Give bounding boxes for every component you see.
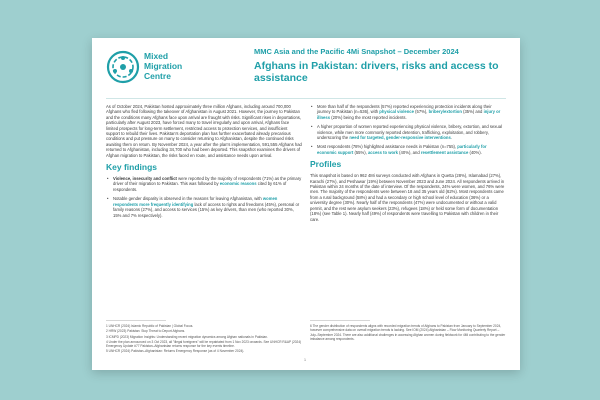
- kf2-bold: women respondents more frequently identifying: [113, 196, 278, 207]
- b1-bold-3: injury or illness: [317, 109, 501, 120]
- kf1-end: cited by 61% of respondents.: [113, 181, 287, 192]
- b1-text: More than half of the respondents (57%) reported experiencing protection incidents along their journey to Pakistan (n=536), with: [317, 104, 492, 115]
- footnote-6: 6 The gender distribution of respondents aligns with recorded migration trends of Afghans to Pakistan from January to September 2024, however comprehensive data on overall migration trends is lacking. See IOM (2024) Afghanistan – Flow Monitoring Quarterly Report – July–September 2024. There are also additional challenges in accessing Afghan women during fieldwork for 4Mi contributing to the gender imbalance among respondents.: [310, 324, 506, 341]
- footnote-rule-right: [310, 320, 370, 321]
- profiles-heading: Profiles: [310, 159, 342, 170]
- b1-bold-2: bribery/extortion: [428, 109, 462, 115]
- b1-bold: physical violence: [379, 109, 414, 115]
- key-finding-1: [106, 176, 302, 192]
- b2-text: A higher proportion of women reported experiencing physical violence, bribery, extortion, and sexual violence, while men more commonly reported detention, trafficking, exploitation, and robbery, underscoring the: [317, 124, 502, 141]
- footnotes-right: [310, 324, 506, 342]
- b2-end: .: [450, 135, 452, 141]
- key-finding-2: [106, 196, 302, 218]
- footnote-4: 4 Under the plan announced on 3 Oct 2023, all "illegal foreigners" will be repatriated from 1 Nov 2023 onwards. See UNHCR R&AP (2024) Emergency Update #77 Pakistan–Afghanistan returns response for the key events timeline.: [106, 339, 302, 349]
- logo-line-3: Centre: [144, 71, 171, 81]
- snapshot-label: MMC Asia and the Pacific 4Mi Snapshot – December 2024: [254, 47, 459, 56]
- profiles-paragraph: This snapshot is based on 962 4Mi surveys conducted with Afghans in Quetta (28%), Islamabad (27%), Karachi (27%), and Peshawar (19%) between November 2023 and June 2024. All respondents arrived in Pakistan within 24 months of the date of interview. Of the respondents, 24% were women, and 76% were men. The majority of the respondents were between 18 and 35 years old (62%). Most respondents came from a rural background (58%) and had a secondary or high school level of education (36%) or a university degree (30%). Nearly half of the respondents (47%) were undocumented or without a valid permit, and the rest were asylum seekers (23%), refugees (18%) or held some form of documentation (18%) (see Table 1). Nearly half (49%) of respondents were travelling to Pakistan with children in their care.: [310, 173, 505, 222]
- page-header: [92, 38, 520, 98]
- footnote-2: 2 HRW (2023) Pakistan: Stop Threat to Deport Afghans.: [106, 329, 186, 334]
- kf2-text: Notable gender disparity is observed in the reasons for leaving Afghanistan, with: [113, 196, 263, 202]
- b3-bold: particularly for economic support: [317, 144, 487, 155]
- document-page: [92, 38, 520, 370]
- footnote-rule-left: [106, 320, 166, 321]
- kf1-bold-2: economic reasons: [219, 181, 257, 187]
- b1-mid-2: (35%) and: [461, 109, 484, 115]
- page-title: Afghans in Pakistan: drivers, risks and access to assistance: [254, 60, 499, 84]
- key-findings-heading: Key findings: [106, 162, 158, 173]
- logo-line-2: Migration: [144, 61, 183, 71]
- right-column: [310, 104, 506, 226]
- header-divider: [106, 98, 506, 99]
- b3-end: (40%).: [468, 149, 482, 155]
- finding-gender-differences: [310, 124, 506, 140]
- b1-end: (20%) being the most reported incidents.: [330, 114, 407, 120]
- logo-line-1: Mixed: [144, 51, 169, 61]
- logo-wordmark: [144, 51, 182, 81]
- finding-protection-incidents: [310, 104, 506, 120]
- b3-bold-3: resettlement assistance: [420, 149, 469, 155]
- b3-mid-2: (40%), and: [398, 149, 421, 155]
- page-number: 1: [304, 358, 306, 362]
- mmc-logo-icon: [106, 50, 140, 84]
- finding-assistance-needs: [310, 144, 506, 155]
- b3-mid: (55%),: [353, 149, 368, 155]
- b1-mid: (57%),: [413, 109, 429, 115]
- b3-text: Most respondents (78%) highlighted assistance needs in Pakistan (n=755),: [317, 144, 458, 150]
- kf1-bold: Violence, insecurity and conflict: [113, 176, 177, 182]
- footnote-1: 1 UNHCR (2024) Islamic Republic of Pakistan | Global Focus.: [106, 324, 194, 328]
- footnotes-left: [106, 324, 302, 355]
- b3-bold-2: access to work: [367, 149, 398, 155]
- kf2-rest: lack of access to rights and freedoms (45%), personal or family reasons (27%), and access to services (15%) as key drivers, than men (who reported 30%, 15% and 7% respectively).: [113, 201, 300, 218]
- footnote-3: 3 ICMPD (2023) Migration Insights: Understanding recent migration dynamics among Afghan nationals in Pakistan.: [106, 334, 268, 339]
- left-column: [106, 104, 302, 222]
- kf1-text: were reported by the majority of respondents (71%) as the primary driver of their migration to Pakistan. This was followed by: [113, 176, 302, 187]
- footnote-5: 5 UNHCR (2024) Pakistan–Afghanistan: Returns Emergency Response (as of 4 November 2024).: [106, 349, 245, 354]
- b2-bold: need for targeted, gender-responsive interventions: [349, 135, 451, 141]
- intro-paragraph: As of October 2024, Pakistan hosted approximately three million Afghans, including around 700,000 Afghans who fled following the takeover of Afghanistan in August 2021. However, the journey to Pakistan and the conditions many Afghans face upon arrival are fraught with risks. Significant rises in deportations, particularly after August 2023, have forced many to travel irregularly and upon arrival, Afghans face limited prospects for long-term settlement, restricted access to protection services, and insufficient support to rebuild their lives. Pakistan's deportation plan has further exacerbated already precarious conditions and put pressure on many to consider returning to Afghanistan, despite the continued risks awaiting them on return. By November 2024, a year after the plan's implementation, 591,555 Afghans had returned to Afghanistan, including 34,700 who had been deported. This snapshot examines the drivers of Afghan migration to Pakistan, the risks faced en route, and assistance needs upon arrival.: [106, 104, 302, 158]
